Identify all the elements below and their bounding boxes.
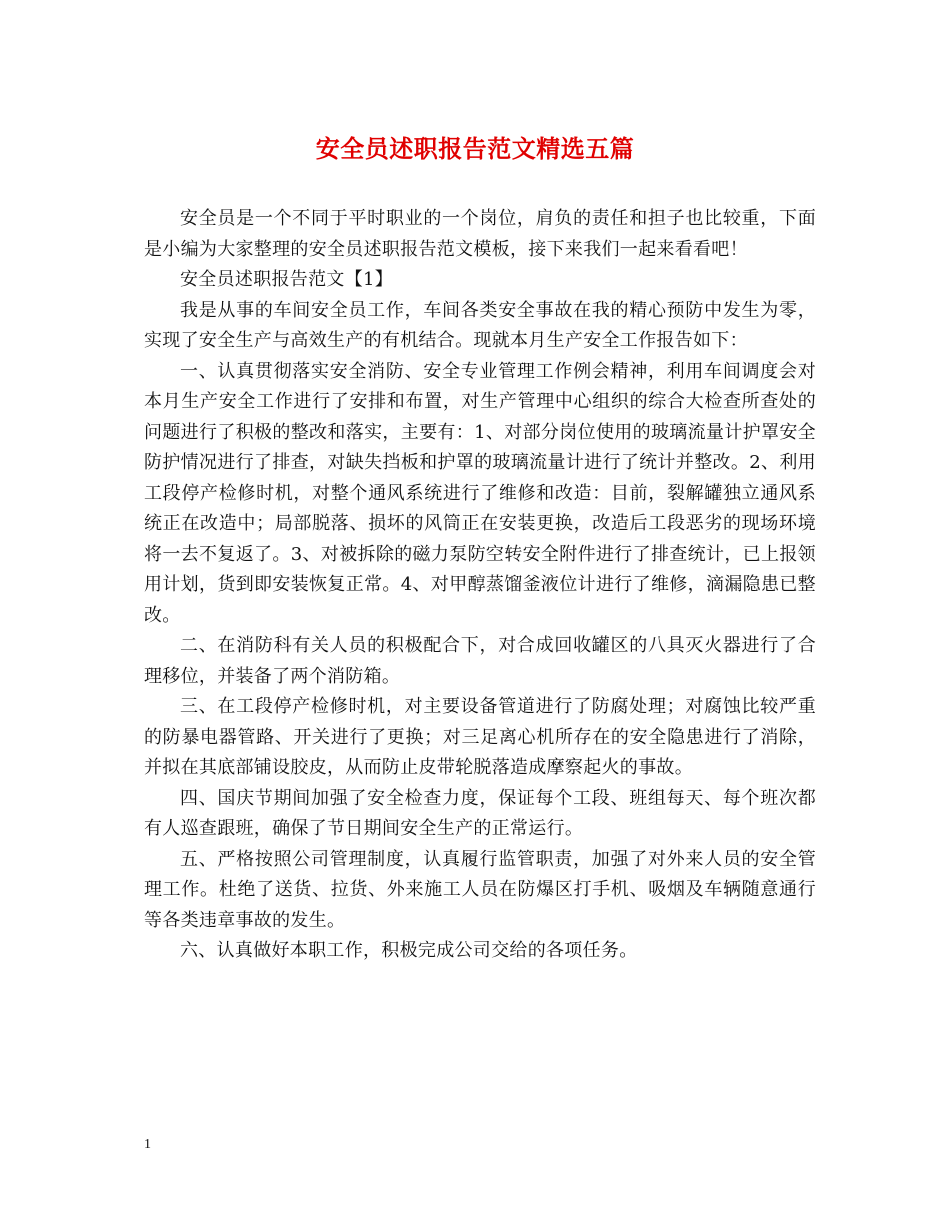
page-number: 1 (144, 1137, 151, 1152)
paragraph-overview: 我是从事的车间安全员工作，车间各类安全事故在我的精心预防中发生为零，实现了安全生产与高效生产的有机结合。现就本月生产安全工作报告如下： (144, 299, 816, 351)
paragraph-item-2: 二、在消防科有关人员的积极配合下，对合成回收罐区的八具灭火器进行了合理移位，并装备了两个消防箱。 (144, 635, 816, 687)
document-title: 安全员述职报告范文精选五篇 (315, 134, 635, 163)
document-body (144, 204, 816, 967)
paragraph-section-heading: 安全员述职报告范文【1】 (180, 269, 394, 290)
paragraph-intro: 安全员是一个不同于平时职业的一个岗位，肩负的责任和担子也比较重，下面是小编为大家整理的安全员述职报告范文模板，接下来我们一起来看看吧！ (144, 208, 816, 260)
paragraph-item-1: 一、认真贯彻落实安全消防、安全专业管理工作例会精神，利用车间调度会对本月生产安全工作进行了安排和布置，对生产管理中心组织的综合大检查所查处的问题进行了积极的整改和落实，主要有：1、对部分岗位使用的玻璃流量计护罩安全防护情况进行了排查，对缺失挡板和护罩的玻璃流量计进行了统计并整改。2、利用工段停产检修时机，对整个通风系统进行了维修和改造：目前，裂解罐独立通风系统正在改造中；局部脱落、损坏的风筒正在安装更换，改造后工段恶劣的现场环境将一去不复返了。3、对被拆除的磁力泵防空转安全附件进行了排查统计，已上报领用计划，货到即安装恢复正常。4、对甲醇蒸馏釜液位计进行了维修，滴漏隐患已整改。 (144, 360, 816, 626)
paragraph-item-4: 四、国庆节期间加强了安全检查力度，保证每个工段、班组每天、每个班次都有人巡查跟班，确保了节日期间安全生产的正常运行。 (144, 787, 816, 839)
paragraph-item-3: 三、在工段停产检修时机，对主要设备管道进行了防腐处理；对腐蚀比较严重的防暴电器管路、开关进行了更换；对三足离心机所存在的安全隐患进行了消除，并拟在其底部铺设胶皮，从而防止皮带轮脱落造成摩察起火的事故。 (144, 696, 816, 778)
paragraph-item-6: 六、认真做好本职工作，积极完成公司交给的各项任务。 (180, 940, 638, 961)
paragraph-item-5: 五、严格按照公司管理制度，认真履行监管职责，加强了对外来人员的安全管理工作。杜绝了送货、拉货、外来施工人员在防爆区打手机、吸烟及车辆随意通行等各类违章事故的发生。 (144, 848, 816, 931)
